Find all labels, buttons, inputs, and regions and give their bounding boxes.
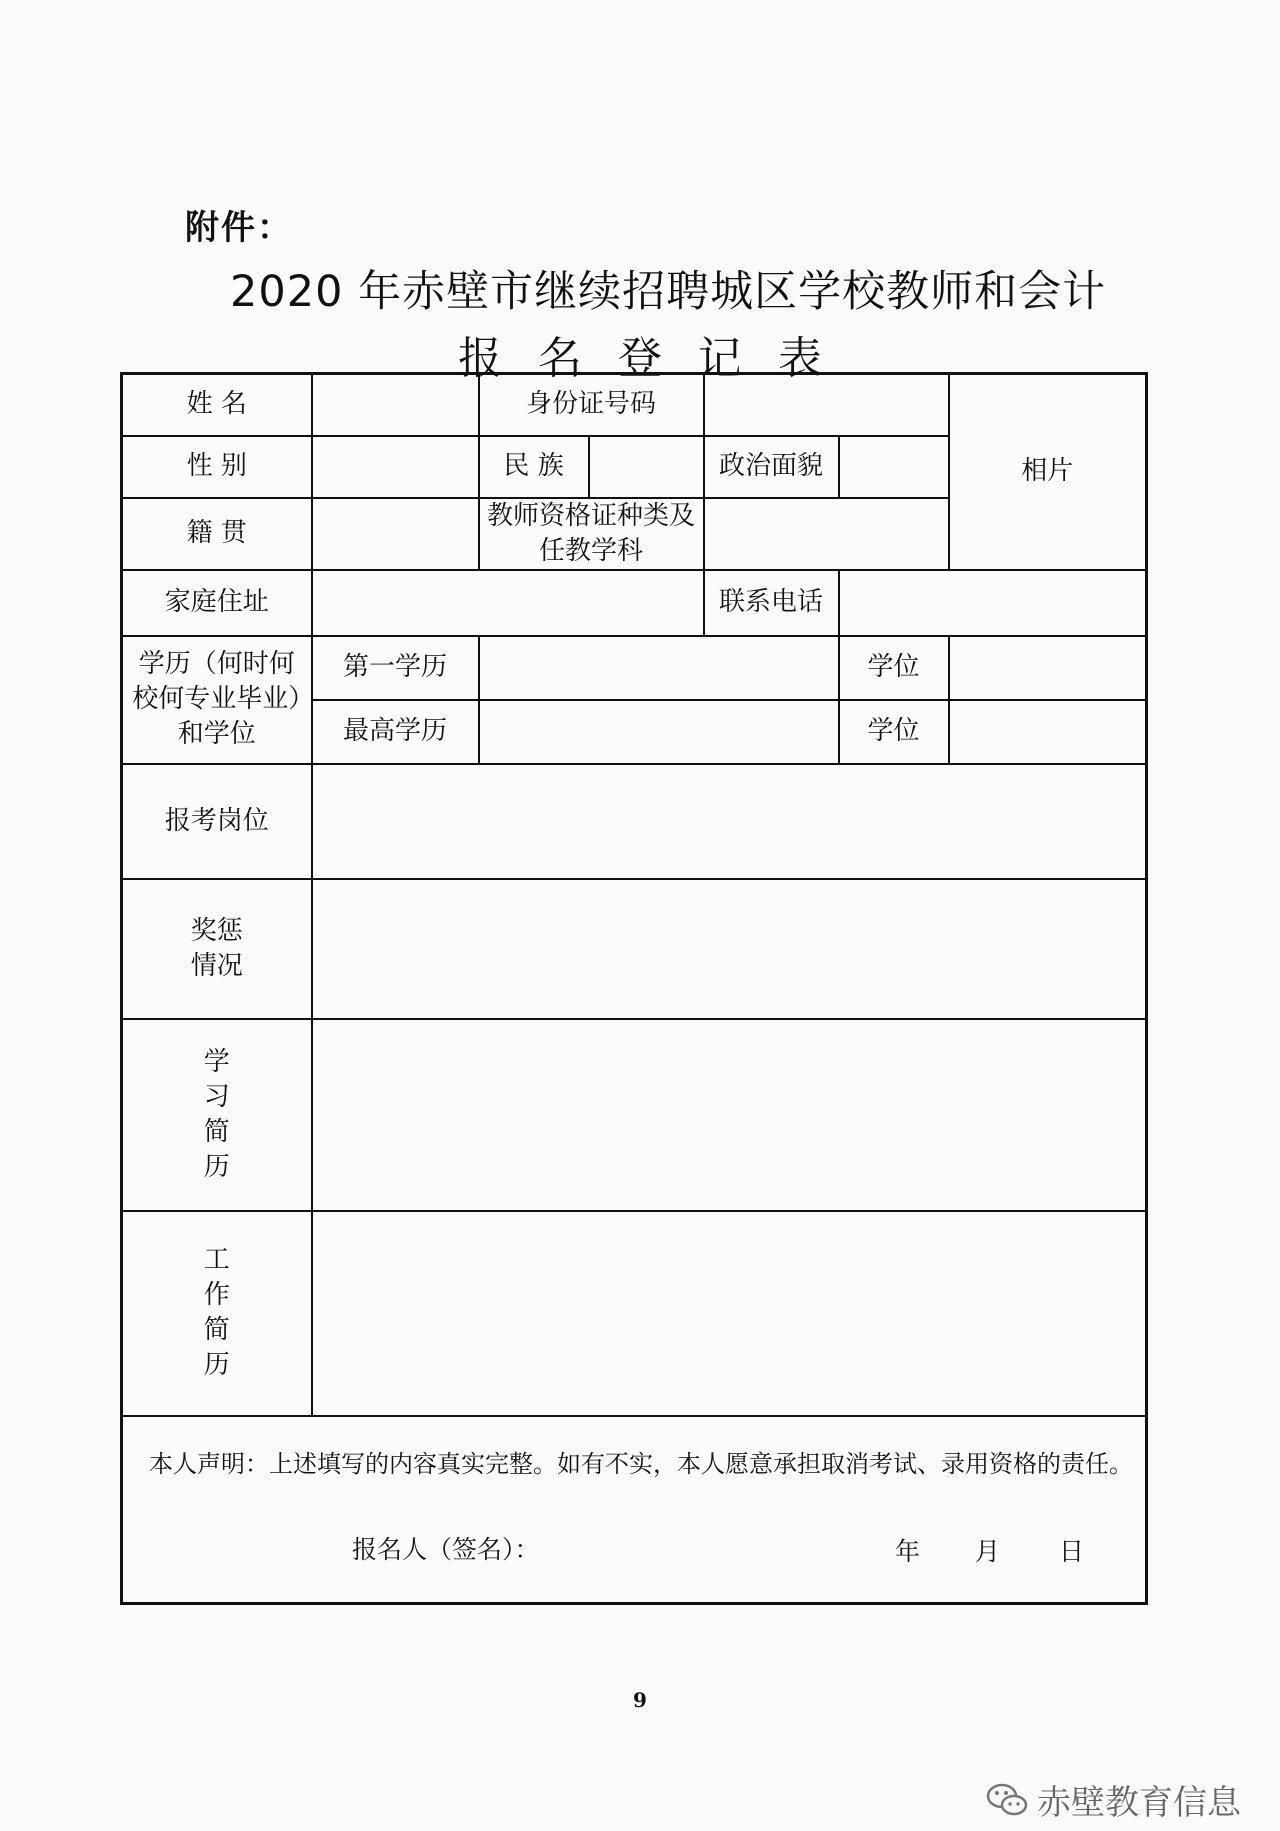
- ethnicity-field[interactable]: [589, 436, 704, 498]
- id-number-label: 身份证号码: [479, 374, 704, 436]
- declaration-text: 本人声明：上述填写的内容真实完整。如有不实，本人愿意承担取消考试、录用资格的责任。: [149, 1450, 1133, 1479]
- declaration-section: [122, 1416, 1147, 1604]
- first-degree-title-label: 学位: [839, 636, 949, 700]
- highest-degree-field[interactable]: [479, 700, 839, 764]
- year-label: 年: [895, 1536, 921, 1566]
- highest-degree-label: 最高学历: [312, 700, 479, 764]
- study-history-field[interactable]: [312, 1019, 1147, 1211]
- id-number-field[interactable]: [704, 374, 949, 436]
- day-label: 日: [1059, 1536, 1085, 1566]
- highest-degree-title-field[interactable]: [949, 700, 1147, 764]
- awards-field[interactable]: [312, 879, 1147, 1019]
- teacher-cert-field[interactable]: [704, 498, 949, 570]
- work-history-field[interactable]: [312, 1211, 1147, 1416]
- teacher-cert-label: 教师资格证种类及任教学科: [479, 498, 704, 570]
- position-field[interactable]: [312, 764, 1147, 879]
- registration-form: [120, 372, 1148, 1605]
- name-field[interactable]: [312, 374, 479, 436]
- ethnicity-label: 民 族: [479, 436, 589, 498]
- signature-row: [127, 1481, 1141, 1601]
- first-degree-label: 第一学历: [312, 636, 479, 700]
- address-label: 家庭住址: [122, 570, 312, 636]
- phone-label: 联系电话: [704, 570, 839, 636]
- attachment-label: 附件：: [185, 208, 293, 248]
- signer-label: 报名人（签名）：: [352, 1534, 540, 1564]
- native-place-label: 籍 贯: [122, 498, 312, 570]
- gender-field[interactable]: [312, 436, 479, 498]
- wechat-icon: [985, 1780, 1029, 1820]
- address-field[interactable]: [312, 570, 704, 636]
- political-status-field[interactable]: [839, 436, 949, 498]
- watermark-text: 赤壁教育信息: [1037, 1783, 1241, 1823]
- study-history-label: 学习简历: [122, 1019, 312, 1211]
- phone-field[interactable]: [839, 570, 1147, 636]
- political-status-label: 政治面貌: [704, 436, 839, 498]
- education-label: 学历（何时何校何专业毕业）和学位: [122, 636, 312, 764]
- photo-box[interactable]: 相片: [949, 374, 1147, 570]
- form-subtitle: 报名登记表: [458, 333, 858, 384]
- gender-label: 性 别: [122, 436, 312, 498]
- first-degree-field[interactable]: [479, 636, 839, 700]
- first-degree-title-field[interactable]: [949, 636, 1147, 700]
- watermark: [985, 1775, 1241, 1824]
- month-label: 月: [975, 1536, 1001, 1566]
- work-history-label: 工作简历: [122, 1211, 312, 1416]
- highest-degree-title-label: 学位: [839, 700, 949, 764]
- form-title: 2020 年赤壁市继续招聘城区学校教师和会计: [230, 267, 1107, 317]
- page-number: 9: [633, 1688, 647, 1712]
- position-label: 报考岗位: [122, 764, 312, 879]
- awards-label: 奖惩情况: [122, 879, 312, 1019]
- native-place-field[interactable]: [312, 498, 479, 570]
- name-label: 姓 名: [122, 374, 312, 436]
